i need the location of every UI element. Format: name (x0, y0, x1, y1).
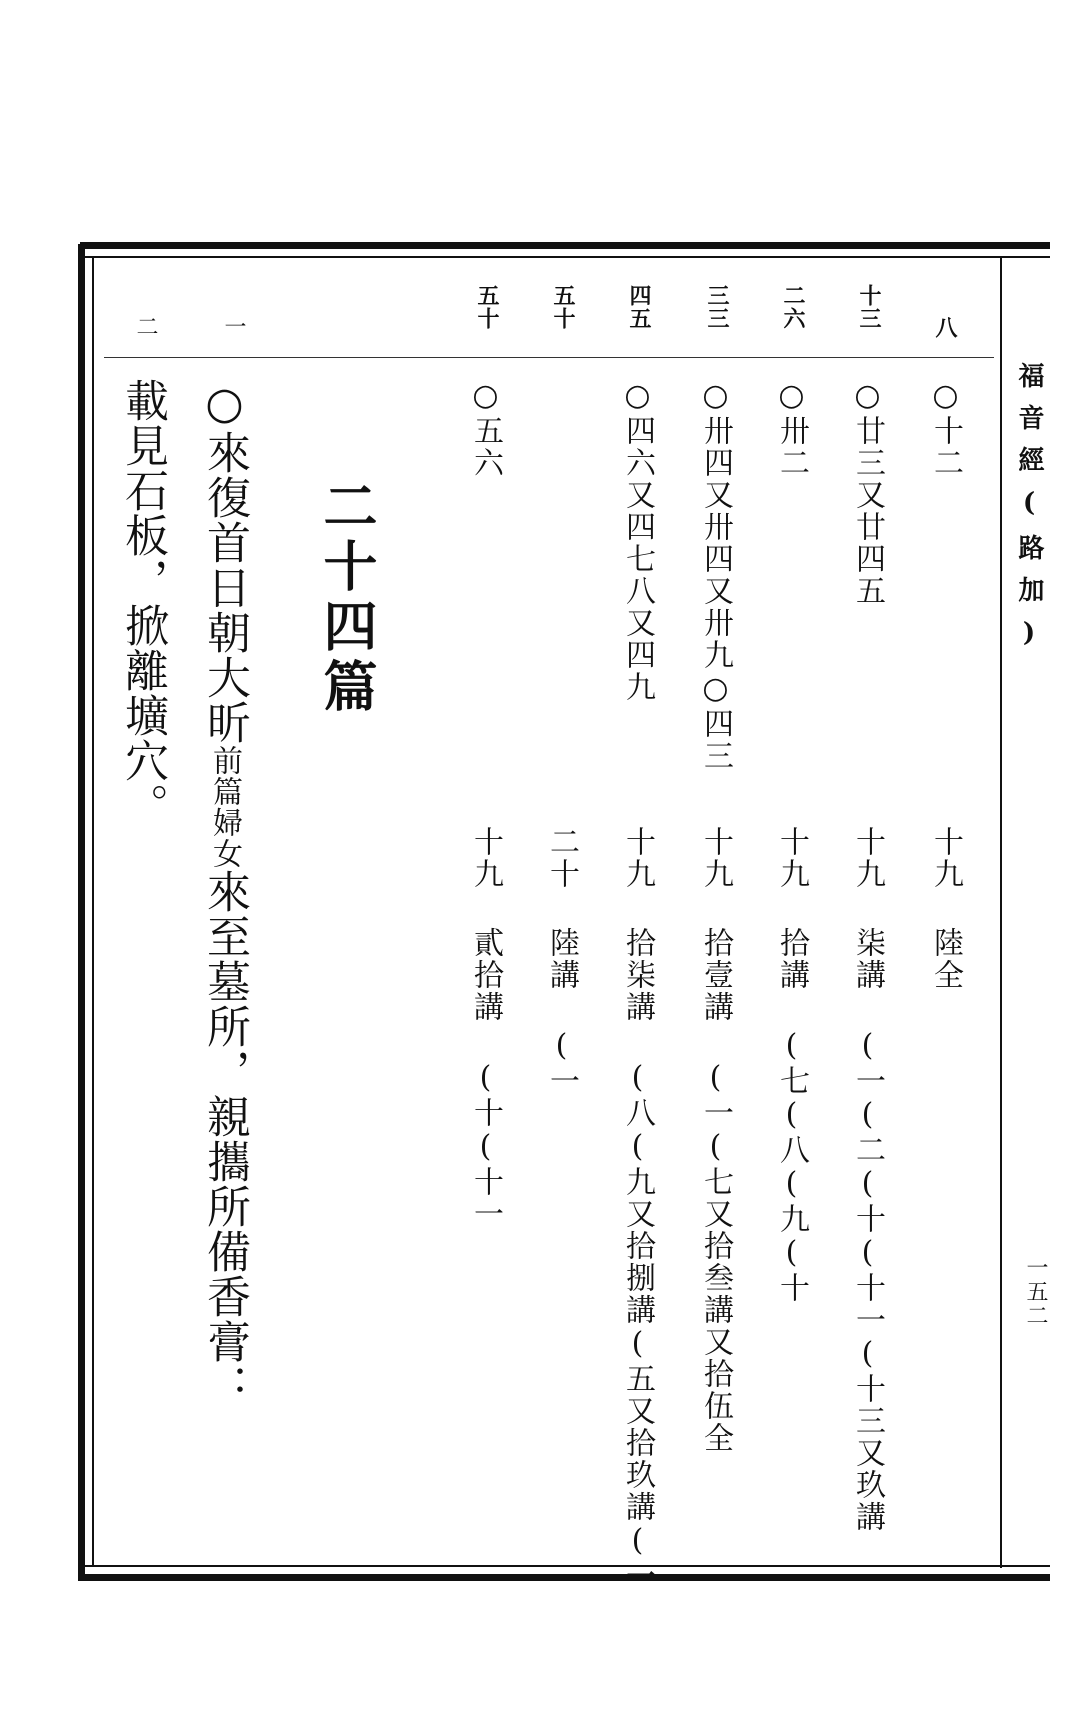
reference-cross: ○卅二 (774, 378, 809, 479)
reference-lesson: 十九 柒講 (一(二(十(十一(十三又玖講 (850, 826, 885, 1533)
reference-lesson: 十九 拾壹講 (一(七又拾叁講又拾伍全 (698, 826, 733, 1454)
verse-number: 一 (221, 315, 246, 337)
reference-cross: ○卅四又卅四又卅九○四三 (698, 378, 733, 772)
reference-number: 八 (932, 316, 958, 339)
reference-lesson: 十九 拾講 (七(八(九(十 (774, 826, 809, 1304)
verse-number: 二 (133, 315, 158, 337)
top-border-thin (80, 256, 1050, 258)
reference-number: 五十 (550, 284, 576, 330)
page-number: 一五二 (1023, 1256, 1048, 1328)
reference-lesson: 二十 陸講 (一 (544, 826, 579, 1097)
reference-number: 二六 (780, 284, 806, 330)
verse-text-part: 來至墓所，親攜所備香膏： (199, 869, 250, 1409)
reference-number: 三三 (704, 284, 730, 330)
top-border-thick (80, 242, 1050, 249)
verse-annotation: 前篇婦女 (207, 745, 242, 869)
reference-cross: ○十二 (928, 378, 963, 479)
reference-number: 十三 (856, 284, 882, 330)
reference-lesson: 十九 貳拾講 (十(十一 (468, 826, 503, 1230)
verse-text: 載見石板，掀離壙穴。 (117, 378, 168, 828)
reference-lesson: 十九 拾柒講 (八(九又拾捌講(五又拾玖講(一 (620, 826, 655, 1592)
margin-divider (1000, 258, 1002, 1568)
bottom-border-thick (78, 1574, 1050, 1581)
left-border-thick (78, 244, 85, 1580)
verse-text-part: ○來復首日 (199, 378, 250, 610)
chapter-heading: 二十四篇 (315, 478, 379, 718)
reference-number: 五十 (474, 284, 500, 330)
reference-cross: ○廿三又廿四五 (850, 378, 885, 607)
book-title: 福音經(路加) (1014, 362, 1044, 664)
verse-text (199, 378, 250, 1409)
reference-cross: ○五六 (468, 378, 503, 479)
bottom-border-thin (78, 1565, 1050, 1567)
reference-lesson: 十九 陸全 (928, 826, 963, 991)
reference-number: 四五 (626, 284, 652, 330)
left-border-thin (92, 256, 94, 1566)
verse-text-part: 朝大昕 (199, 610, 250, 745)
reference-cross: ○四六又四七八又四九 (620, 378, 655, 703)
reference-header-divider (104, 357, 994, 358)
